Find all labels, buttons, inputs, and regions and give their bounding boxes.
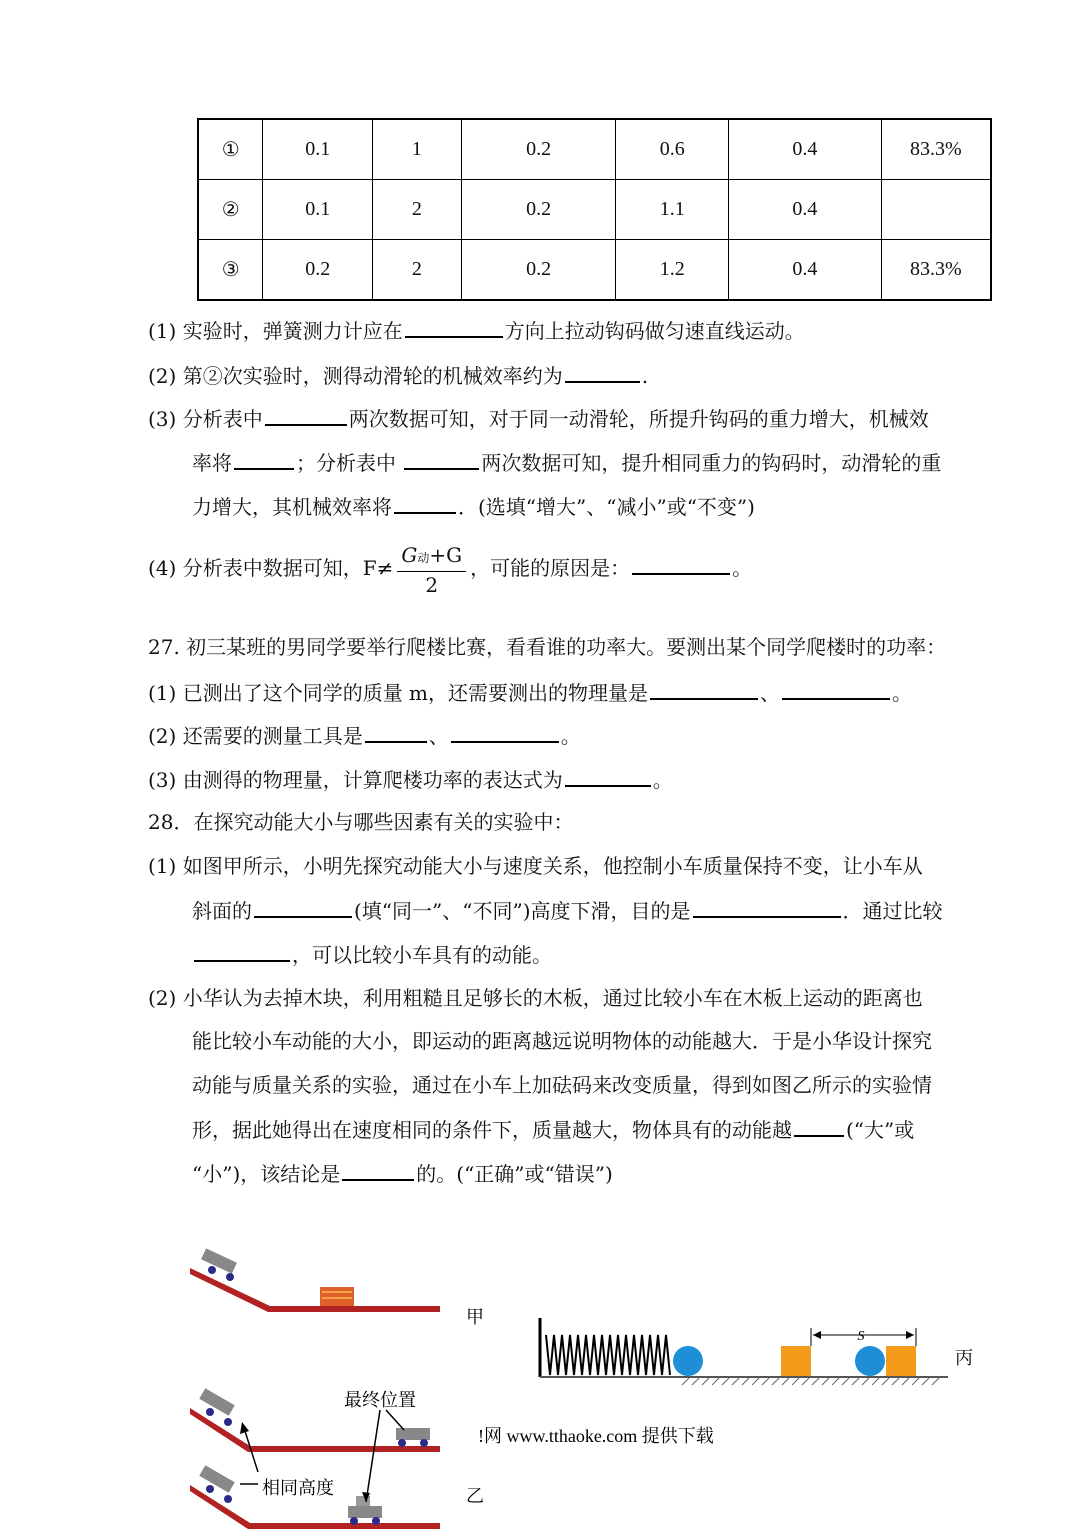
question-text: 还需要的测量工具是 (182, 724, 363, 748)
q28-part2-line4: 形，据此她得出在速度相同的条件下，质量越大，物体具有的动能越 (“大”或 (192, 1115, 914, 1144)
table-row (198, 180, 991, 240)
label-jia: 甲 (466, 1307, 484, 1327)
table-cell: 83.3% (881, 240, 991, 301)
table-cell: 0.4 (729, 180, 882, 240)
q28-part2-line3: 动能与质量关系的实验，通过在小车上加砝码来改变质量，得到如图乙所示的实验情 (192, 1073, 932, 1097)
q26-part4 (148, 540, 752, 598)
answer-blank[interactable] (265, 404, 347, 426)
q28-part1-line3: ，可以比较小车具有的动能。 (192, 940, 552, 969)
table-row (198, 119, 991, 180)
table-cell: 0.4 (729, 240, 882, 301)
ball-icon (855, 1346, 885, 1376)
part-number: (2) (148, 364, 177, 388)
question-text: 实验时，弹簧测力计应在 (182, 319, 403, 343)
q27-part1: (1) 已测出了这个同学的质量 m，还需要测出的物理量是 、 。 (148, 678, 912, 707)
figure-yi (190, 1388, 484, 1529)
toy-car-icon (348, 1496, 382, 1525)
answer-blank[interactable] (342, 1159, 414, 1181)
q26-part2 (148, 361, 648, 390)
answer-blank[interactable] (194, 940, 290, 962)
q27-part3: (3) 由测得的物理量，计算爬楼功率的表达式为 。 (148, 765, 673, 794)
answer-blank[interactable] (365, 721, 427, 743)
question-text: 两次数据可知，对于同一动滑轮，所提升钩码的重力增大，机械效 (348, 407, 929, 431)
q28-part1-line2: 斜面的 (填“同一”、“不同”)高度下滑，目的是 ．通过比较 (192, 896, 943, 925)
experiment-data-table (197, 118, 992, 301)
distance-label: S (857, 1329, 865, 1344)
part-number: (2) (148, 724, 177, 748)
answer-blank[interactable] (782, 678, 890, 700)
formula-fraction: $\frac{\text{G动+G}}{2}$ (397, 542, 466, 598)
table-cell: ③ (198, 240, 263, 301)
question-text: . (641, 364, 649, 388)
question-text: 由测得的物理量，计算爬楼功率的表达式为 (182, 768, 563, 792)
table-cell: 0.2 (461, 119, 616, 180)
watermark-text: !网 www.tthaoke.com 提供下载 (478, 1426, 714, 1446)
question-text: 两次数据可知，提升相同重力的钩码时，动滑轮的重 (481, 451, 942, 475)
question-text: 已测出了这个同学的质量 m，还需要测出的物理量是 (182, 681, 649, 705)
q28-part2-line2: 能比较小车动能的大小，即运动的距离越远说明物体的动能越大．于是小华设计探究 (192, 1029, 932, 1053)
question-text: 分析表中数据可知，F≠ (182, 556, 394, 580)
question-text: ，可能的原因是： (470, 556, 631, 580)
question-text: 小华认为去掉木块，利用粗糙且足够长的木板，通过比较小车在木板上运动的距离也 (182, 986, 923, 1010)
q27-part2: (2) 还需要的测量工具是 、 。 (148, 721, 581, 750)
answer-blank[interactable] (693, 896, 841, 918)
question-text: 力增大，其机械效率将 (192, 495, 392, 519)
wooden-block (886, 1346, 916, 1376)
question-text: 如图甲所示，小明先探究动能大小与速度关系，他控制小车质量保持不变，让小车从 (182, 854, 923, 878)
answer-blank[interactable] (234, 448, 294, 470)
wooden-block (320, 1287, 354, 1306)
part-number: (1) (148, 319, 177, 343)
q26-part3-line3 (192, 492, 755, 521)
q26-part3-line1 (148, 404, 929, 433)
spring (546, 1335, 670, 1375)
question-text: 第②次实验时，测得动滑轮的机械效率约为 (182, 364, 563, 388)
table-cell: 1 (373, 119, 462, 180)
table-row (198, 240, 991, 301)
answer-blank[interactable] (451, 721, 559, 743)
question-text: 方向上拉动钩码做匀速直线运动。 (504, 319, 805, 343)
label-same-height: 相同高度 (262, 1478, 334, 1498)
answer-blank[interactable] (565, 765, 651, 787)
answer-blank[interactable] (632, 553, 730, 575)
q26-part1 (148, 316, 805, 345)
q26-part3-line2 (192, 448, 941, 477)
table-cell: 0.2 (461, 240, 616, 301)
label-yi: 乙 (466, 1486, 484, 1506)
q27-stem: 27. 初三某班的男同学要举行爬楼比赛，看看谁的功率大。要测出某个同学爬楼时的功率： (148, 635, 947, 659)
answer-blank[interactable] (394, 492, 456, 514)
label-final-position: 最终位置 (344, 1390, 416, 1410)
part-number: (2) (148, 986, 177, 1010)
answer-blank[interactable] (794, 1115, 844, 1137)
part-number: (3) (148, 768, 177, 792)
wooden-block (781, 1346, 811, 1376)
ball-icon (673, 1346, 703, 1376)
table-cell: 0.4 (729, 119, 882, 180)
label-bing: 丙 (955, 1348, 973, 1368)
q28-stem: 28．在探究动能大小与哪些因素有关的实验中： (148, 810, 574, 834)
answer-blank[interactable] (254, 896, 352, 918)
q28-part2-line1 (148, 984, 923, 1012)
toy-car-icon (396, 1428, 430, 1447)
table-cell: 0.6 (616, 119, 729, 180)
table-cell: 0.1 (263, 180, 373, 240)
answer-blank[interactable] (405, 316, 503, 338)
experiment-figures (0, 1240, 1087, 1536)
answer-blank[interactable] (565, 361, 640, 383)
table-cell: 0.2 (263, 240, 373, 301)
q28-part2-line5: “小”)，该结论是 的。(“正确”或“错误”) (192, 1159, 613, 1188)
table-cell: 0.1 (263, 119, 373, 180)
question-text: 率将 (192, 451, 232, 475)
table-cell: ② (198, 180, 263, 240)
q28-part1-line1 (148, 852, 923, 880)
question-text: ．(选填“增大”、“减小”或“不变”) (458, 495, 755, 519)
part-number: (1) (148, 681, 177, 705)
question-text: 分析表中 (182, 407, 263, 431)
question-text: 。 (732, 556, 753, 580)
table-cell: 2 (373, 180, 462, 240)
question-text: ；分析表中 (296, 451, 403, 475)
part-number: (4) (148, 556, 177, 580)
answer-blank[interactable] (650, 678, 758, 700)
figure-bing (540, 1318, 973, 1385)
figure-jia (190, 1248, 484, 1327)
table-cell: ① (198, 119, 263, 180)
table-cell: 83.3% (881, 119, 991, 180)
table-cell (881, 180, 991, 240)
part-number: (3) (148, 407, 177, 431)
table-cell: 0.2 (461, 180, 616, 240)
table-cell: 1.2 (616, 240, 729, 301)
table-cell: 2 (373, 240, 462, 301)
answer-blank[interactable] (404, 448, 479, 470)
table-cell: 1.1 (616, 180, 729, 240)
part-number: (1) (148, 854, 177, 878)
